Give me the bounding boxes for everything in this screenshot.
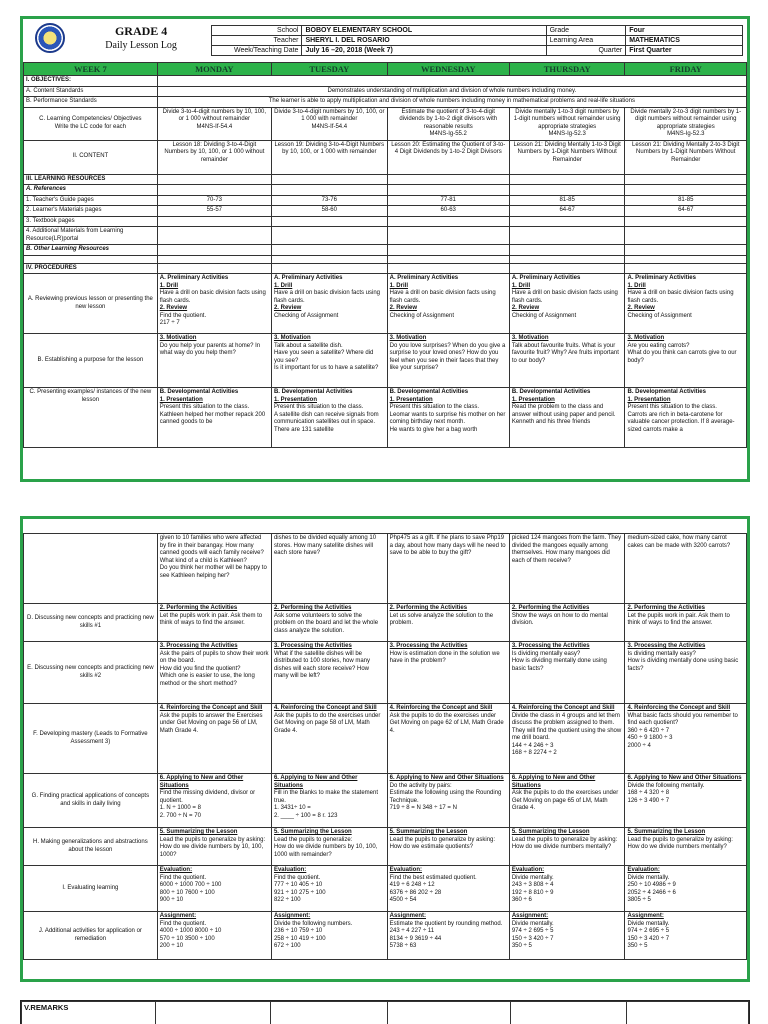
proc-d-thu: 2. Performing the Activities Show the ways on how to do mental division. bbox=[509, 604, 625, 642]
proc-e-mon: 3. Processing the Activities Ask the pairs of pupils to show their work on the board. How did you find the quotient? Which one is easier to use, the long method or the short method? bbox=[157, 642, 271, 704]
proc-h-fri: 5. Summarizing the Lesson Lead the pupils to generalize by asking: How do we divide numbers mentally? bbox=[625, 828, 747, 866]
proc-f-label: F. Developing mastery (Leads to Formative Assessment 3) bbox=[24, 704, 158, 774]
tg-fri: 81-85 bbox=[625, 195, 747, 206]
proc-c-cont-tue: dishes to be divided equally among 10 stores. How many satellite dishes will each store have? bbox=[271, 534, 387, 604]
quarter-label: Quarter bbox=[546, 46, 626, 56]
content-standards-text: Demonstrates understanding of multiplication and division of whole numbers including money. bbox=[157, 86, 746, 97]
proc-f-fri: 4. Reinforcing the Concept and Skill What basic facts should you remember to find each quotient? 360 ÷ 6 420 ÷ 7 450 ÷ 9 1800 ÷ 3 2000 ÷ 4 bbox=[625, 704, 747, 774]
tg-mon: 70-73 bbox=[157, 195, 271, 206]
proc-c-tue: B. Developmental Activities 1. Presentation Present this situation to the class. A satellite dish can receive signals from communication satellites out in space. There are 131 satellite bbox=[271, 388, 387, 448]
competencies-label: C. Learning Competencies/ Objectives Write the LC code for each bbox=[24, 107, 158, 140]
week-value: July 16 –20, 2018 (Week 7) bbox=[302, 46, 546, 56]
area-label: Learning Area bbox=[546, 36, 626, 46]
proc-d-fri: 2. Performing the Activities Let the pupils work in pair. Ask them to think of ways to find the answer. bbox=[625, 604, 747, 642]
proc-a-label: A. Reviewing previous lesson or presenting the new lesson bbox=[24, 274, 158, 334]
day-monday: MONDAY bbox=[157, 63, 271, 76]
tg-label: 1. Teacher's Guide pages bbox=[24, 195, 158, 206]
proc-a-wed: A. Preliminary Activities 1. Drill Have a drill on basic division facts using flash cards. 2. Review Checking of Assignment bbox=[387, 274, 509, 334]
proc-b-tue: 3. Motivation Talk about a satellite dish. Have you seen a satellite? Where did you see? Is it important for us to have a satellite? bbox=[271, 334, 387, 388]
proc-j-wed: Assignment: Estimate the quotient by rounding method. 243 ÷ 4 227 ÷ 11 8134 ÷ 9 3619 ÷ 44 5738 ÷ 63 bbox=[387, 912, 509, 960]
proc-c-label: C. Presenting examples/ instances of the new lesson bbox=[24, 388, 158, 448]
dll-page-3-strip bbox=[20, 1000, 750, 1024]
remarks-label: V.REMARKS bbox=[22, 1002, 156, 1024]
proc-a-tue: A. Preliminary Activities 1. Drill Have a drill on basic division facts using flash cards. 2. Review Checking of Assignment bbox=[271, 274, 387, 334]
school-value: BOBOY ELEMENTARY SCHOOL bbox=[302, 26, 546, 36]
content-fri: Lesson 21: Dividing Mentally 2-to-3 Digit Numbers by 1-Digit Numbers Without Remainder bbox=[625, 140, 747, 174]
proc-c-cont-fri: medium-sized cake, how many carrot cakes can be made with 3200 carrots? bbox=[625, 534, 747, 604]
objectives-title: I. OBJECTIVES: bbox=[24, 76, 158, 87]
performance-standards-label: B. Performance Standards bbox=[24, 97, 158, 108]
lm-thu: 64-67 bbox=[509, 206, 625, 217]
teacher-value: SHERYL I. DEL ROSARIO bbox=[302, 36, 546, 46]
proc-b-thu: 3. Motivation Talk about favourite fruits. What is your favourite fruit? Why? Are fruits important to our body? bbox=[509, 334, 625, 388]
tg-tue: 73-76 bbox=[271, 195, 387, 206]
grade-value: Four bbox=[626, 26, 743, 36]
lesson-table-page-2 bbox=[23, 533, 747, 960]
content-standards-label: A. Content Standards bbox=[24, 86, 158, 97]
proc-g-wed: 6. Applying to New and Other Situations Do the activity by pairs: Estimate the following using the Rounding Technique. 719 ÷ 8 = N 348 ÷ 17 = N bbox=[387, 774, 509, 828]
proc-e-fri: 3. Processing the Activities Is dividing mentally easy? How is dividing mentally done using basic facts? bbox=[625, 642, 747, 704]
competency-mon: Divide 3-to-4-digit numbers by 10, 100, or 1 000 without remainder M4NS-If-54.4 bbox=[157, 107, 271, 140]
proc-e-wed: 3. Processing the Activities How is estimation done in the solution we have in the problem? bbox=[387, 642, 509, 704]
references-label: A. References bbox=[24, 185, 158, 196]
proc-b-fri: 3. Motivation Are you eating carrots? What do you think can carrots give to our body? bbox=[625, 334, 747, 388]
competency-thu: Divide mentally 1-to-3 digit numbers by 1-digit numbers without remainder using appropriate strategies M4NS-Ig-52.3 bbox=[509, 107, 625, 140]
lm-wed: 60-63 bbox=[387, 206, 509, 217]
lesson-table-page-1 bbox=[23, 62, 747, 448]
proc-j-thu: Assignment: Divide mentally. 974 ÷ 2 695 ÷ 5 150 ÷ 3 420 ÷ 7 350 ÷ 5 bbox=[509, 912, 625, 960]
procedures-title: IV. PROCEDURES bbox=[24, 263, 158, 274]
school-label: School bbox=[212, 26, 302, 36]
header-info bbox=[211, 25, 743, 56]
performance-standards-text: The learner is able to apply multiplication and division of whole numbers including money in mathematical problems and real-life situations bbox=[157, 97, 746, 108]
proc-c-mon: B. Developmental Activities 1. Presentation Present this situation to the class. Kathleen helped her mother repack 200 canned goods to be bbox=[157, 388, 271, 448]
competency-fri: Divide mentally 2-to-3 digit numbers by 1-digit numbers without remainder using appropriate strategies M4NS-Ig-52.3 bbox=[625, 107, 747, 140]
proc-f-thu: 4. Reinforcing the Concept and Skill Divide the class in 4 groups and let them discuss the problem assigned to them. They will find the quotient using the show me drill board. 144 ÷ 4 246 ÷ 3 168 ÷ 8 2274 ÷ 2 bbox=[509, 704, 625, 774]
proc-g-thu: 6. Applying to New and Other Situations Ask the pupils to do the exercises under Get Moving on page 65 of LM, Math Grade 4. bbox=[509, 774, 625, 828]
proc-i-label: I. Evaluating learning bbox=[24, 866, 158, 912]
quarter-value: First Quarter bbox=[626, 46, 743, 56]
proc-i-thu: Evaluation: Divide mentally. 243 ÷ 3 808 ÷ 4 192 ÷ 8 810 ÷ 9 360 ÷ 6 bbox=[509, 866, 625, 912]
proc-b-wed: 3. Motivation Do you love surprises? When do you give a surprise to your loved ones? How do you feel when you see in their faces that they like your surprise? bbox=[387, 334, 509, 388]
area-value: MATHEMATICS bbox=[626, 36, 743, 46]
lm-label: 2. Learner's Materials pages bbox=[24, 206, 158, 217]
competency-tue: Divide 3-to-4-digit numbers by 10, 100, or 1 000 with remainder M4NS-If-54.4 bbox=[271, 107, 387, 140]
proc-c-fri: B. Developmental Activities 1. Presentation Present this situation to the class. Carrots are rich in beta-carotene for valuable cancer protection. If 8 average-sized carrots make a bbox=[625, 388, 747, 448]
textbook-label: 3. Textbook pages bbox=[24, 216, 158, 227]
proc-j-mon: Assignment: Find the quotient. 4000 ÷ 1000 8000 ÷ 10 570 ÷ 10 3500 ÷ 100 200 ÷ 10 bbox=[157, 912, 271, 960]
tg-thu: 81-85 bbox=[509, 195, 625, 206]
proc-d-mon: 2. Performing the Activities Let the pupils work in pair. Ask them to think of ways to find the answer. bbox=[157, 604, 271, 642]
proc-c-cont-label bbox=[24, 534, 158, 604]
proc-h-thu: 5. Summarizing the Lesson Lead the pupils to generalize by asking: How do we divide numbers mentally? bbox=[509, 828, 625, 866]
resources-title: III. LEARNING RESOURCES bbox=[24, 174, 158, 185]
day-thursday: THURSDAY bbox=[509, 63, 625, 76]
additional-materials-label: 4. Additional Materials from Learning Resource(LR)portal bbox=[24, 227, 158, 245]
day-friday: FRIDAY bbox=[625, 63, 747, 76]
week-label: Week/Teaching Date bbox=[212, 46, 302, 56]
proc-j-tue: Assignment: Divide the following numbers. 236 ÷ 10 759 ÷ 10 258 ÷ 10 419 ÷ 100 672 ÷ 100 bbox=[271, 912, 387, 960]
proc-c-cont-thu: picked 124 mangoes from the farm. They divided the mangoes equally among themselves. How many mangoes did each of them receive? bbox=[509, 534, 625, 604]
proc-b-mon: 3. Motivation Do you help your parents at home? In what way do you help them? bbox=[157, 334, 271, 388]
proc-h-tue: 5. Summarizing the Lesson Lead the pupils to generalize: How do we divide numbers by 10, 100, 1000 with remainder? bbox=[271, 828, 387, 866]
lm-fri: 64-67 bbox=[625, 206, 747, 217]
proc-g-label: G. Finding practical applications of concepts and skills in daily living bbox=[24, 774, 158, 828]
proc-i-wed: Evaluation: Find the best estimated quotient. 419 ÷ 6 248 ÷ 12 6376 ÷ 86 202 ÷ 28 4500 ÷ 54 bbox=[387, 866, 509, 912]
proc-g-fri: 6. Applying to New and Other Situations Divide the following mentally. 168 ÷ 4 320 ÷ 8 126 ÷ 3 490 ÷ 7 bbox=[625, 774, 747, 828]
proc-d-label: D. Discussing new concepts and practicing new skills #1 bbox=[24, 604, 158, 642]
day-wednesday: WEDNESDAY bbox=[387, 63, 509, 76]
proc-f-tue: 4. Reinforcing the Concept and Skill Ask the pupils to do the exercises under Get Moving on page 58 of LM, Math Grade 4. bbox=[271, 704, 387, 774]
proc-c-cont-mon: given to 10 families who were affected by fire in their barangay. How many canned goods will each family receive? What kind of a child is Kathleen? Do you think her mother will be happy to see Kathleen helping her? bbox=[157, 534, 271, 604]
proc-e-label: E. Discussing new concepts and practicing new skills #2 bbox=[24, 642, 158, 704]
content-mon: Lesson 18: Dividing 3-to-4-Digit Numbers by 10, 100, or 1 000 without remainder bbox=[157, 140, 271, 174]
proc-h-label: H. Making generalizations and abstractions about the lesson bbox=[24, 828, 158, 866]
proc-a-mon: A. Preliminary Activities 1. Drill Have a drill on basic division facts using flash cards. 2. Review Find the quotient. 217 ÷ 7 bbox=[157, 274, 271, 334]
proc-i-fri: Evaluation: Divide mentally. 250 ÷ 10 4986 ÷ 9 2052 ÷ 4 2466 ÷ 6 3805 ÷ 5 bbox=[625, 866, 747, 912]
proc-a-fri: A. Preliminary Activities 1. Drill Have a drill on basic division facts using flash cards. 2. Review Checking of Assignment bbox=[625, 274, 747, 334]
proc-c-thu: B. Developmental Activities 1. Presentation Read the problem to the class and answer without using paper and pencil. Kenneth and his three friends bbox=[509, 388, 625, 448]
proc-d-wed: 2. Performing the Activities Let us solve analyze the solution to the problem. bbox=[387, 604, 509, 642]
proc-f-mon: 4. Reinforcing the Concept and Skill Ask the pupils to answer the Exercises under Get Moving on page 56 of LM, Math Grade 4. bbox=[157, 704, 271, 774]
dll-page-1 bbox=[20, 16, 750, 482]
proc-e-thu: 3. Processing the Activities Is dividing mentally easy? How is dividing mentally done using basic facts? bbox=[509, 642, 625, 704]
remarks-table bbox=[21, 1001, 749, 1024]
grade-label: Grade bbox=[546, 26, 626, 36]
tg-wed: 77-81 bbox=[387, 195, 509, 206]
content-label: II. CONTENT bbox=[24, 140, 158, 174]
proc-a-thu: A. Preliminary Activities 1. Drill Have a drill on basic division facts using flash cards. 2. Review Checking of Assignment bbox=[509, 274, 625, 334]
proc-h-wed: 5. Summarizing the Lesson Lead the pupils to generalize by asking: How do we estimate quotients? bbox=[387, 828, 509, 866]
proc-j-label: J. Additional activities for application or remediation bbox=[24, 912, 158, 960]
log-title: Daily Lesson Log bbox=[105, 40, 177, 51]
proc-e-tue: 3. Processing the Activities What if the satellite dishes will be distributed to 100 stories, how many dishes will each store receive? How many will be left? bbox=[271, 642, 387, 704]
other-resources-label: B. Other Learning Resources bbox=[24, 245, 158, 256]
dll-page-2 bbox=[20, 516, 750, 982]
proc-d-tue: 2. Performing the Activities Ask some volunteers to solve the problem on the board and let the whole class analyze the solution. bbox=[271, 604, 387, 642]
content-tue: Lesson 19: Dividing 3-to-4-Digit Numbers by 10, 100, or 1 000 with remainder bbox=[271, 140, 387, 174]
deped-seal-logo bbox=[35, 23, 65, 53]
header-table bbox=[23, 19, 747, 58]
proc-f-wed: 4. Reinforcing the Concept and Skill Ask the pupils to do the exercises under Get Moving on page 62 of LM, Math Grade 4. bbox=[387, 704, 509, 774]
lm-mon: 55-57 bbox=[157, 206, 271, 217]
proc-b-label: B. Establishing a purpose for the lesson bbox=[24, 334, 158, 388]
lm-tue: 58-60 bbox=[271, 206, 387, 217]
proc-g-mon: 6. Applying to New and Other Situations Find the missing dividend, divisor or quotient. 1. N ÷ 1000 = 8 2. 700 ÷ N = 70 bbox=[157, 774, 271, 828]
week-header: WEEK 7 bbox=[24, 63, 158, 76]
grade-title: GRADE 4 bbox=[114, 24, 168, 38]
proc-i-tue: Evaluation: Find the quotient. 777 ÷ 10 405 ÷ 10 921 ÷ 10 275 ÷ 100 822 ÷ 100 bbox=[271, 866, 387, 912]
teacher-label: Teacher bbox=[212, 36, 302, 46]
proc-j-fri: Assignment: Divide mentally. 974 ÷ 2 695 ÷ 5 150 ÷ 3 420 ÷ 7 350 ÷ 5 bbox=[625, 912, 747, 960]
competency-wed: Estimate the quotient of 3-to-4-digit dividends by 1-to-2 digit divisors with reasonable results M4NS-Ig-55.2 bbox=[387, 107, 509, 140]
proc-c-wed: B. Developmental Activities 1. Presentation Present this situation to the class. Leomar wants to surprise his mother on her coming birthday next month. He wants to give her a bag worth bbox=[387, 388, 509, 448]
proc-i-mon: Evaluation: Find the quotient. 6000 ÷ 1000 700 ÷ 100 800 ÷ 10 7600 ÷ 100 900 ÷ 10 bbox=[157, 866, 271, 912]
day-tuesday: TUESDAY bbox=[271, 63, 387, 76]
content-thu: Lesson 21: Dividing Mentally 1-to-3 Digit Numbers by 1-Digit Numbers Without Remainder bbox=[509, 140, 625, 174]
proc-c-cont-wed: Php475 as a gift. If he plans to save Php19 a day, about how many days will he need to save to be able to buy the gift? bbox=[387, 534, 509, 604]
proc-h-mon: 5. Summarizing the Lesson Lead the pupils to generalize by asking: How do we divide numbers by 10, 100, 1000? bbox=[157, 828, 271, 866]
proc-g-tue: 6. Applying to New and Other Situations Fill in the blanks to make the statement true. 1. 3431÷ 10 = 2. ____ ÷ 100 = 8 r. 123 bbox=[271, 774, 387, 828]
content-wed: Lesson 20: Estimating the Quotient of 3-to-4 Digit Dividends by 1-to-2 Digit Divisors bbox=[387, 140, 509, 174]
